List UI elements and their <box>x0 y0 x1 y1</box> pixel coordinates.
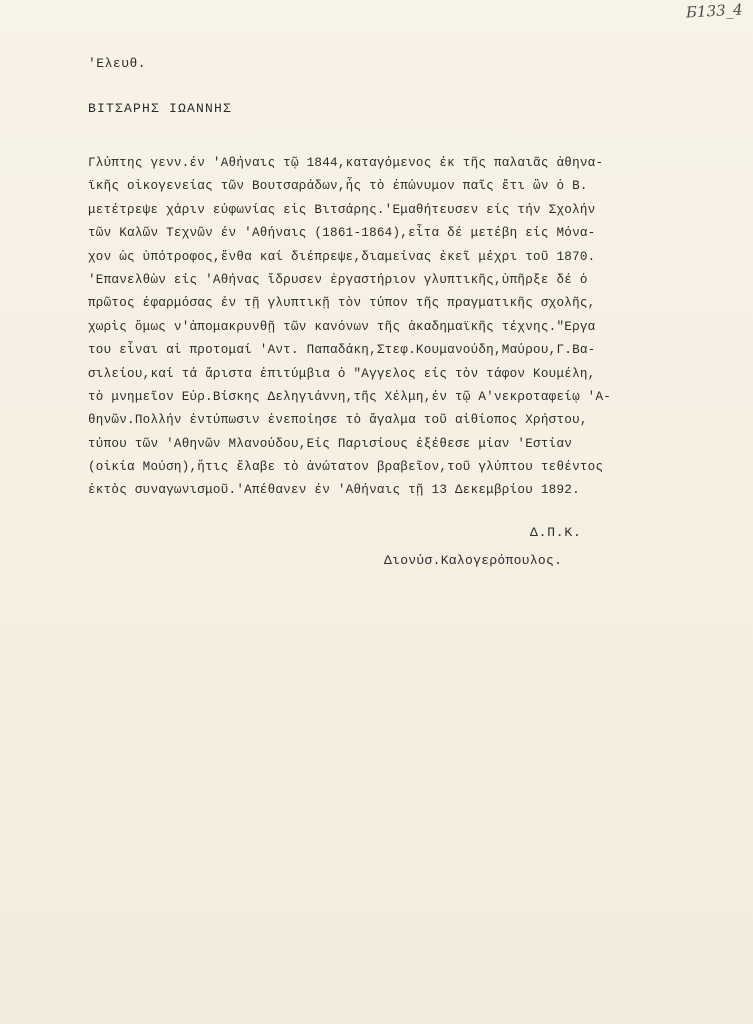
text-line: τύπου τῶν 'Αθηνῶν Μλανούδου,Είς Παρισίους ἐξέθεσε μίαν 'Εστίαν <box>88 436 573 451</box>
text-line: του εἶναι αἱ προτομαί 'Αντ. Παπαδάκη,Στεφ.Κουμανούδη,Μαύρου,Γ.Βα- <box>88 343 596 358</box>
entry-tag: 'Ελευθ. <box>88 56 147 71</box>
biography-text <box>88 152 688 503</box>
text-line: 'Επανελθὼν είς 'Αθήνας ἵδρυσεν ἐργαστήριον γλυπτικῆς,ὑπῆρξε δέ ὁ <box>88 272 588 287</box>
text-line: χον ὡς ὑπότροφος,ἔνθα καί διέπρεψε,διαμείνας ἐκεῖ μέχρι τοῦ 1870. <box>88 249 596 264</box>
text-line: σιλείου,καί τά ἄριστα ἐπιτύμβια ὁ "Αγγελος είς τὸν τάφον Κουμέλη, <box>88 366 596 381</box>
signature-initials: Δ.Π.Κ. <box>530 525 582 540</box>
text-line: (οἰκία Μούση),ἥτις ἔλαβε τὸ ἀνώτατον βραβεῖον,τοῦ γλύπτου τεθέντος <box>88 460 604 475</box>
text-line: τὸ μνημεῖον Εὐρ.Βίσκης Δεληγιάννη,τῆς Χέλμη,έν τῷ Α'νεκροταφείῳ 'Α- <box>88 389 612 404</box>
signature-name: Διονύσ.Καλογερόπουλος. <box>384 553 563 568</box>
text-line: ἐκτὸς συναγωνισμοῦ.'Απέθανεν έν 'Αθήναις τῇ 13 Δεκεμβρίου 1892. <box>88 483 580 498</box>
page-title: ΒΙΤΣΑΡΗΣ ΙΩΑΝΝΗΣ <box>88 101 233 116</box>
text-line: θηνῶν.Πολλήν ἐντύπωσιν ἐνεποίησε τὸ ἄγαλμα τοῦ αἰθίοπος Χρήστου, <box>88 413 588 428</box>
handwritten-reference: Б133_4 <box>685 0 744 22</box>
text-line: τῶν Καλῶν Τεχνῶν έν 'Αθήναις (1861-1864),εἶτα δέ μετέβη είς Μόνα- <box>88 226 596 241</box>
text-line: ϊκῆς οἰκογενείας τῶν Βουτσαράδων,ἧς τὸ ἐπώνυμον παῖς ἔτι ὢν ὁ Β. <box>88 179 588 194</box>
text-line: πρῶτος ἐφαρμόσας έν τῇ γλυπτικῇ τὸν τύπον τῆς πραγματικῆς σχολῆς, <box>88 296 596 311</box>
text-line: Γλύπτης γενν.έν 'Αθήναις τῷ 1844,καταγόμενος έκ τῆς παλαιᾶς ἀθηνα- <box>88 156 604 170</box>
text-line: χωρὶς ὅμως ν'ἀπομακρυνθῇ τῶν κανόνων τῆς ἀκαδημαϊκῆς τέχνης."Εργα <box>88 319 596 334</box>
text-line: μετέτρεψε χάριν εὐφωνίας εἰς Βιτσάρης.'Εμαθήτευσεν είς τήν Σχολήν <box>88 202 596 217</box>
